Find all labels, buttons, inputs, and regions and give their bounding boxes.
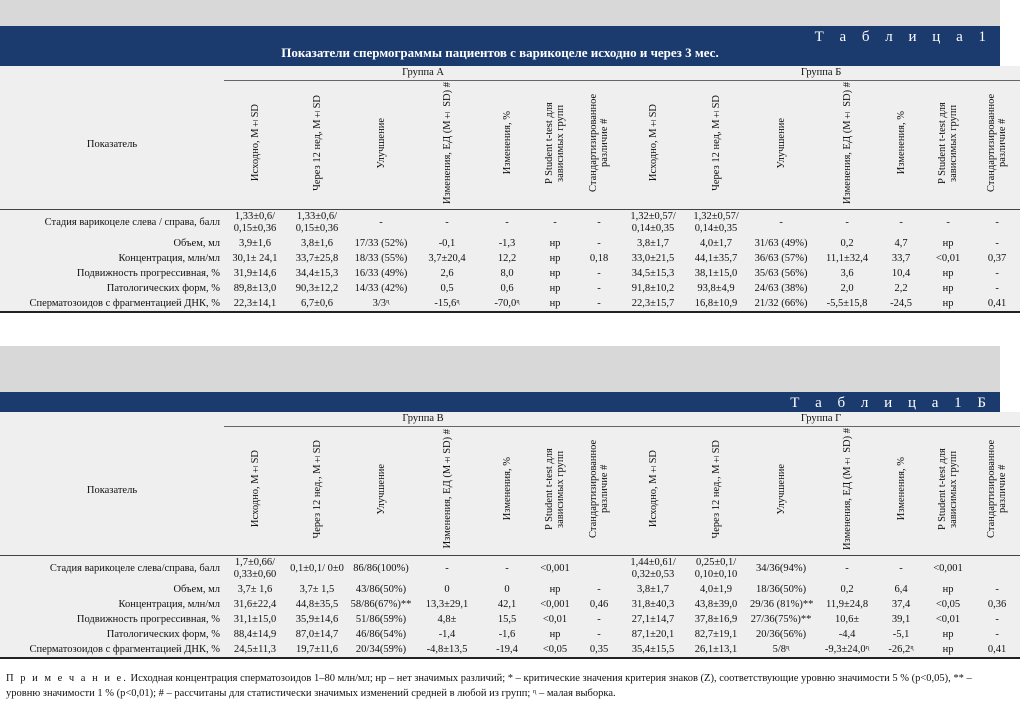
table-cell: 3,8±1,7 (637, 583, 670, 595)
table-cell: нр (942, 282, 954, 294)
top-gray-band (0, 0, 1000, 26)
row-label: Стадия варикоцеле слева / справа, балл (44, 217, 220, 228)
table-cell: 91,8±10,2 (631, 282, 675, 294)
row-label: Объем, мл (173, 583, 220, 595)
table-1 (0, 66, 1020, 313)
column-header: Исходно, M±SD (249, 450, 261, 528)
table-row (0, 612, 1020, 627)
table-cell: 0,6 (500, 282, 514, 294)
table-cell: нр (549, 282, 561, 294)
table-cell: 34,5±15,3 (631, 267, 675, 279)
table-row (0, 296, 1020, 312)
table-row (0, 556, 1020, 583)
table-cell: нр (922, 296, 974, 312)
table-cell: 5/8ᶯ (748, 642, 814, 658)
column-header: P Student t-test для зависимых групп (544, 102, 566, 184)
table-cell: - (995, 583, 999, 595)
table-cell: - (779, 217, 783, 228)
table-cell: 0,41 (974, 642, 1020, 658)
table-row (0, 582, 1020, 597)
table-cell: 51/86(59%) (355, 613, 407, 625)
table-cell: 1,33±0,6/ 0,15±0,36 (233, 211, 277, 234)
table-cell: 46/86(54%) (355, 628, 407, 640)
table-cell: -9,3±24,0ᶯ (814, 642, 880, 658)
table-cell: 0,35 (576, 642, 622, 658)
table-1-group-b: Группа Б (622, 66, 1020, 81)
table-cell: 35/63 (56%) (754, 267, 808, 279)
table-cell: -1,4 (438, 628, 456, 640)
table-cell: 34/36(94%) (755, 563, 807, 574)
table-cell: 39,1 (891, 613, 911, 625)
column-header: Изменения, ЕД (M± SD) # (441, 82, 453, 204)
table-cell: 93,8±4,9 (697, 282, 735, 294)
table-cell: - (995, 217, 999, 228)
table-cell: - (597, 282, 601, 294)
column-header: Через 12 нед, M±SD (710, 95, 722, 191)
table-cell: - (845, 563, 849, 574)
table-cell: 58/86(67%)** (350, 598, 412, 610)
column-header: Изменения, ЕД (M± SD) # (841, 82, 853, 204)
table-row (0, 627, 1020, 642)
table-cell: 20/34(59%) (348, 642, 414, 658)
table-cell: 16/33 (49%) (354, 267, 408, 279)
table-cell: - (576, 296, 622, 312)
row-label: Патологических форм, % (106, 282, 220, 294)
table-cell: 19,7±11,6 (286, 642, 348, 658)
table-row (0, 251, 1020, 266)
table-cell: 29/36 (81%)** (750, 598, 814, 610)
table-cell: - (505, 563, 509, 574)
table-cell: 0,18 (589, 252, 609, 264)
table-cell: нр (942, 237, 954, 249)
table-1b-block (0, 392, 1009, 718)
table-cell: 35,9±14,6 (295, 613, 339, 625)
table-row (0, 210, 1020, 237)
table-cell: нр (549, 237, 561, 249)
table-cell: 31,6±22,4 (233, 598, 277, 610)
table-cell: 11,9±24,8 (825, 598, 869, 610)
table-cell: 16,8±10,9 (684, 296, 748, 312)
table-cell: нр (549, 267, 561, 279)
table-cell: 0,1±0,1/ 0±0 (290, 563, 344, 574)
table-cell: -26,2ᶯ (880, 642, 922, 658)
row-label: Объем, мл (173, 237, 220, 249)
table-cell: 0,2 (840, 583, 854, 595)
table-cell: - (597, 217, 601, 228)
table-cell: 10,4 (891, 267, 911, 279)
table-cell: 4,8± (437, 613, 457, 625)
column-header: Изменения, ЕД (M± SD) # (841, 428, 853, 550)
table-cell: 3/3ᶯ (348, 296, 414, 312)
column-header: Стандартизированное различие # (986, 93, 1009, 193)
table-cell: 27/36(75%)** (750, 613, 812, 625)
table-cell: - (845, 217, 849, 228)
column-header: Улучшение (775, 117, 787, 169)
table-cell: -15,6ᶯ (414, 296, 480, 312)
table-cell: нр (549, 628, 561, 640)
table-cell: 0,25±0,1/ 0,10±0,10 (694, 557, 738, 580)
middle-gray-band (0, 346, 1000, 392)
row-label: Патологических форм, % (106, 628, 220, 640)
table-cell: нр (549, 583, 561, 595)
column-header: Улучшение (775, 463, 787, 515)
table-1-row-header: Показатель (0, 81, 224, 210)
table-cell: 0 (504, 583, 510, 595)
row-label: Сперматозоидов с фрагментацией ДНК, % (0, 296, 224, 312)
table-1-titlebar (0, 26, 1000, 66)
note-lead: П р и м е ч а н и е. (6, 673, 128, 684)
table-cell: 13,3±29,1 (425, 598, 469, 610)
table-cell: 33,0±21,5 (631, 252, 675, 264)
table-cell: нр (549, 252, 561, 264)
table-cell: 1,32±0,57/ 0,14±0,35 (693, 211, 739, 234)
table-1b-row-header: Показатель (0, 427, 224, 556)
table-cell: нр (534, 296, 576, 312)
column-header: Через 12 нед., M±SD (311, 439, 323, 539)
table-cell: 37,8±16,9 (694, 613, 738, 625)
table-cell: 0,37 (987, 252, 1007, 264)
table-cell: 3,8±1,6 (300, 237, 333, 249)
table-cell: - (597, 613, 601, 625)
table-cell: <0,05 (534, 642, 576, 658)
table-cell: 3,7± 1,5 (299, 583, 335, 595)
table-cell: 37,4 (891, 598, 911, 610)
table-cell: 18/36(50%) (755, 583, 807, 595)
table-cell: -24,5 (880, 296, 922, 312)
table-cell: 11,1±32,4 (826, 252, 869, 264)
table-cell: нр (922, 642, 974, 658)
table-cell: 24/63 (38%) (754, 282, 808, 294)
table-cell: <0,001 (933, 563, 963, 574)
table-cell: -1,6 (498, 628, 516, 640)
column-header: Стандартизированное различие # (986, 439, 1009, 539)
row-label: Концентрация, млн/мл (118, 252, 220, 264)
row-label: Сперматозоидов с фрагментацией ДНК, % (0, 642, 224, 658)
table-cell: 20/36(56%) (755, 628, 807, 640)
table-cell: 31,1±15,0 (233, 613, 277, 625)
table-cell (576, 556, 622, 583)
table-cell: 17/33 (52%) (354, 237, 408, 249)
column-header: Изменения, % (895, 111, 907, 175)
table-cell: нр (942, 267, 954, 279)
table-cell: <0,001 (540, 563, 570, 574)
table-cell: 3,6 (840, 267, 854, 279)
table-1-title: Показатели спермограммы пациентов с варикоцеле исходно и через 3 мес. (281, 45, 719, 60)
table-cell: -19,4 (480, 642, 534, 658)
table-1b-group-g: Группа Г (622, 412, 1020, 427)
column-header: Изменения, ЕД (M±SD) # (441, 429, 453, 549)
table-cell: 33,7±25,8 (295, 252, 339, 264)
table-cell: - (553, 217, 557, 228)
column-header: Изменения, % (895, 457, 907, 521)
column-header: Улучшение (375, 463, 387, 515)
table-1-block (0, 26, 1009, 346)
table-row (0, 281, 1020, 296)
table-cell: - (445, 217, 449, 228)
table-cell: 4,0±1,7 (700, 237, 733, 249)
table-cell: - (505, 217, 509, 228)
table-cell: 18/33 (55%) (354, 252, 408, 264)
table-cell: -70,0ᶯ (480, 296, 534, 312)
table-cell: 90,3±12,2 (295, 282, 339, 294)
table-cell: 4,7 (894, 237, 908, 249)
table-cell: <0,001 (540, 598, 570, 610)
table-cell: 14/33 (42%) (354, 282, 408, 294)
table-cell: - (995, 628, 999, 640)
table-cell: - (899, 217, 903, 228)
table-cell: <0,01 (542, 613, 568, 625)
column-header: Через 12 нед, M±SD (311, 95, 323, 191)
table-cell: 3,7± 1,6 (237, 583, 273, 595)
table-1b-titlebar (0, 392, 1000, 412)
table-cell: 87,0±14,7 (295, 628, 339, 640)
table-cell: 1,7±0,66/ 0,33±0,60 (233, 557, 277, 580)
table-row (0, 266, 1020, 281)
column-header: Исходно, M±SD (647, 450, 659, 528)
table-cell: 31/63 (49%) (754, 237, 808, 249)
table-cell: 36/63 (57%) (754, 252, 808, 264)
table-cell: - (597, 583, 601, 595)
table-cell: 3,8±1,7 (637, 237, 670, 249)
column-header: Через 12 нед., M±SD (710, 439, 722, 539)
table-1b-label: Т а б л и ц а 1 Б (790, 395, 992, 411)
table-cell: нр (942, 583, 954, 595)
table-cell: 21/32 (66%) (748, 296, 814, 312)
column-header: P Student t-test для зависимых групп (937, 102, 960, 184)
table-cell: - (995, 267, 999, 279)
table-1b-group-v: Группа В (224, 412, 622, 427)
table-cell: 8,0 (500, 267, 514, 279)
table-cell: 0 (444, 583, 450, 595)
table-cell: 6,4 (894, 583, 908, 595)
table-cell: 33,7 (891, 252, 911, 264)
table-note (6, 671, 994, 701)
table-row (0, 642, 1020, 658)
table-cell: - (995, 237, 999, 249)
table-cell: 88,4±14,9 (233, 628, 277, 640)
table-cell: 31,8±40,3 (631, 598, 675, 610)
table-cell: 1,32±0,57/ 0,14±0,35 (630, 211, 676, 234)
table-cell: 30,1± 24,1 (232, 252, 278, 264)
column-header: Изменения, % (501, 111, 513, 175)
table-cell: 1,33±0,6/ 0,15±0,36 (295, 211, 339, 234)
table-cell: 2,2 (894, 282, 908, 294)
table-cell: - (597, 237, 601, 249)
table-cell: 22,3±15,7 (622, 296, 684, 312)
table-cell: 3,7±20,4 (428, 252, 466, 264)
column-header: Исходно, M±SD (647, 104, 659, 182)
table-cell: 12,2 (497, 252, 517, 264)
table-cell: 0,36 (987, 598, 1007, 610)
table-cell: 15,5 (497, 613, 517, 625)
table-cell: 44,1±35,7 (694, 252, 738, 264)
table-cell: <0,01 (935, 613, 961, 625)
table-cell: - (946, 217, 950, 228)
row-label: Подвижность прогрессивная, % (76, 267, 220, 279)
table-cell: -1,3 (498, 237, 516, 249)
table-cell: -4,4 (838, 628, 856, 640)
table-cell: - (379, 217, 383, 228)
table-cell: 35,4±15,5 (622, 642, 684, 658)
note-text: Исходная концентрация сперматозоидов 1–80 млн/мл; нр – нет значимых различий; * – критические значения критерия знаков (Z), соответствующие уровню значимости 5 % (p<0,05), ** – уровню значимости 1 % (p<0,01); # – рассчитаны для статистически значимых изменений средней в любой из групп; ᶯ – малая выборка. (6, 673, 972, 699)
table-cell: 4,0±1,9 (700, 583, 733, 595)
table-cell: 2,0 (840, 282, 854, 294)
table-cell: 27,1±14,7 (631, 613, 675, 625)
table-cell: 26,1±13,1 (684, 642, 748, 658)
table-cell: - (445, 563, 449, 574)
table-cell (974, 556, 1020, 583)
table-cell: 0,5 (440, 282, 454, 294)
table-cell: - (995, 282, 999, 294)
table-cell: 6,7±0,6 (286, 296, 348, 312)
table-cell: 89,8±13,0 (233, 282, 277, 294)
table-cell: 43/86(50%) (355, 583, 407, 595)
table-cell: 0,41 (974, 296, 1020, 312)
table-cell: 24,5±11,3 (224, 642, 286, 658)
table-cell: -4,8±13,5 (414, 642, 480, 658)
table-cell: 22,3±14,1 (224, 296, 286, 312)
table-cell: -5,1 (892, 628, 910, 640)
table-1b (0, 412, 1020, 659)
table-cell: 87,1±20,1 (631, 628, 675, 640)
table-1-group-a: Группа А (224, 66, 622, 81)
column-header: P Student t-test для зависимых групп (544, 448, 566, 530)
column-header: Исходно, M±SD (249, 104, 261, 182)
column-header: P Student t-test для зависимых групп (937, 448, 960, 530)
table-cell: 1,44±0,61/ 0,32±0,53 (630, 557, 676, 580)
table-cell: 0,2 (840, 237, 854, 249)
table-cell: 3,9±1,6 (238, 237, 271, 249)
row-label: Стадия варикоцеле слева/справа, балл (49, 563, 220, 574)
table-cell: нр (942, 628, 954, 640)
table-cell: 82,7±19,1 (694, 628, 738, 640)
table-row (0, 236, 1020, 251)
column-header: Стандартизированное различие # (588, 93, 611, 193)
table-cell: 44,8±35,5 (295, 598, 339, 610)
row-label: Подвижность прогрессивная, % (76, 613, 220, 625)
table-cell: 38,1±15,0 (694, 267, 738, 279)
table-cell: 10,6± (834, 613, 860, 625)
table-cell: 86/86(100%) (353, 563, 409, 574)
table-cell: 31,9±14,6 (233, 267, 277, 279)
table-1-label: Т а б л и ц а 1 (814, 29, 992, 45)
row-label: Концентрация, млн/мл (118, 598, 220, 610)
table-cell: 0,46 (589, 598, 609, 610)
table-cell: 42,1 (497, 598, 517, 610)
column-header: Улучшение (375, 117, 387, 169)
table-cell: 34,4±15,3 (295, 267, 339, 279)
table-cell: - (899, 563, 903, 574)
table-cell: 43,8±39,0 (694, 598, 738, 610)
table-cell: - (597, 267, 601, 279)
table-cell: -5,5±15,8 (814, 296, 880, 312)
table-cell: - (995, 613, 999, 625)
table-cell: <0,05 (935, 598, 961, 610)
column-header: Стандартизированное различие # (588, 439, 611, 539)
table-cell: -0,1 (438, 237, 456, 249)
table-cell: - (597, 628, 601, 640)
table-cell: 2,6 (440, 267, 454, 279)
table-row (0, 597, 1020, 612)
table-cell: <0,01 (935, 252, 961, 264)
column-header: Изменения, % (501, 457, 513, 521)
